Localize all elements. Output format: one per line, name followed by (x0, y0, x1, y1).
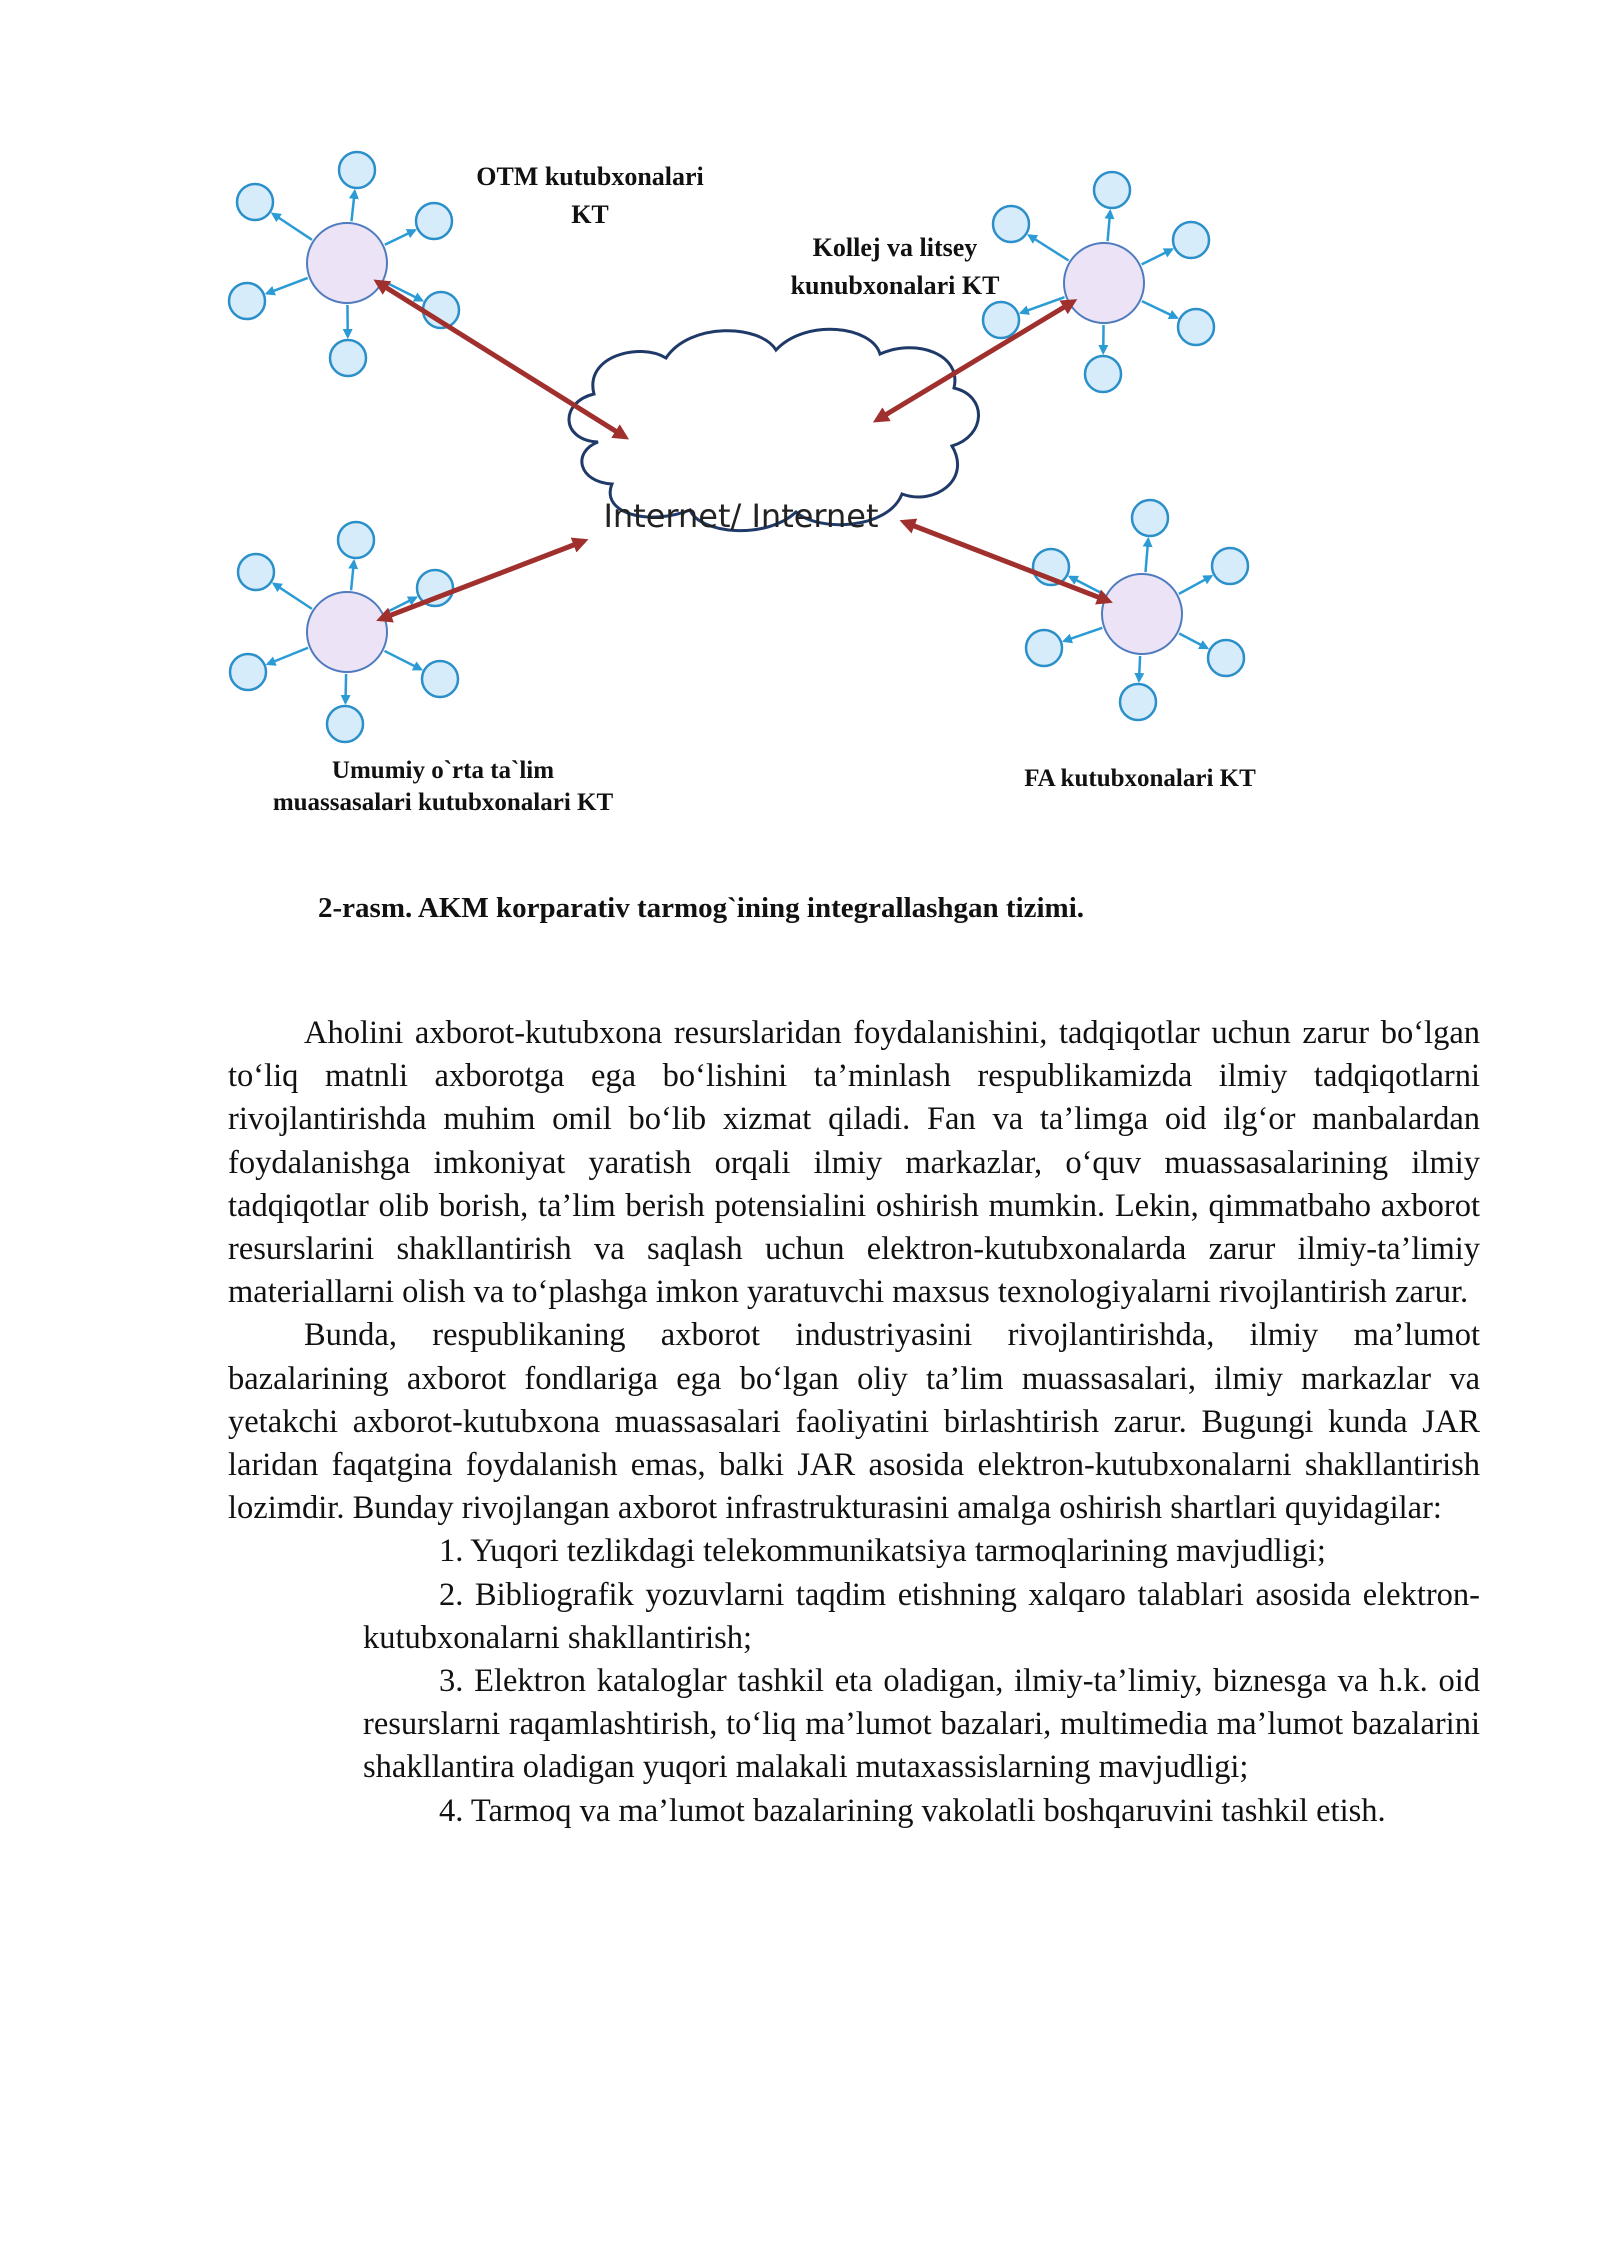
fa-spoke-4 (1064, 628, 1102, 641)
fa-internet-link (904, 522, 1108, 601)
kollej-spoke-1 (1108, 211, 1111, 241)
fa-hub-node (1102, 574, 1182, 654)
fa-satellite-node (1026, 630, 1062, 666)
otm-satellite-node (237, 184, 273, 220)
fa-spoke-1 (1145, 539, 1148, 572)
conditions-list (228, 1530, 1480, 1832)
umumiy-satellite-node (422, 661, 458, 697)
umumiy-cluster (230, 522, 458, 742)
internet-cloud (569, 329, 979, 535)
umumiy-spoke-4 (267, 648, 308, 664)
otm-hub-node (307, 223, 387, 303)
otm-satellite-node (229, 283, 265, 319)
umumiy-spoke-2 (274, 584, 312, 609)
otm-spoke-2 (273, 214, 312, 240)
otm-internet-link (378, 282, 625, 437)
fa-satellite-node (1132, 500, 1168, 536)
kollej-hub-node (1064, 243, 1144, 323)
kollej-label-line-2: kunubxonalari KT (790, 271, 1000, 300)
fa-label (990, 760, 1290, 798)
otm-spoke-4 (267, 278, 308, 294)
umumiy-label-line-1: Umumiy o`rta ta`lim (331, 757, 555, 784)
umumiy-hub-node (307, 592, 387, 672)
network-diagram (0, 0, 1600, 880)
otm-label-line-2: KT (571, 200, 609, 229)
kollej-satellite-node (1094, 172, 1130, 208)
kollej-label-line-1: Kollej va litsey (812, 233, 978, 262)
fa-satellite-node (1120, 684, 1156, 720)
paragraph-1: Aholini axborot-kutubxona resurslaridan foydalanishini, tadqiqotlar uchun zarur bo‘lgan to‘liq matnli axborotga ega bo‘lishini ta’minlash respublikamizda ilmiy tadqiqotlarni rivojlantirishda muhim omil bo‘lib xizmat qiladi. Fan va ta’limga oid ilg‘or manbalardan foydalanishga imkoniyat yaratish orqali ilmiy markazlar, o‘quv muassasalarining ilmiy tadqiqotlar olib borish, ta’lim berish potensialini oshirish mumkin. Lekin, qimmatbaho axborot resurslarini shakllantirish va saqlash uchun elektron-kutubxonalarda zarur ilmiy-ta’limiy materiallarni olish va to‘plashga imkon yaratuvchi maxsus texnologiyalarni rivojlantirish zarur. (228, 1015, 1480, 1311)
kollej-satellite-node (1085, 356, 1121, 392)
kollej-spoke-5 (1142, 301, 1177, 318)
fa-label-line-1: FA kutubxonalari KT (1024, 765, 1256, 792)
fa-spoke-5 (1179, 633, 1207, 648)
umumiy-label-line-2: muassasalari kutubxonalari KT (272, 789, 614, 816)
fa-satellite-node (1208, 640, 1244, 676)
kollej-spoke-3 (1142, 249, 1173, 264)
paragraph-2: Bunda, respublikaning axborot industriyasini rivojlantirishda, ilmiy ma’lumot bazalarining axborot fondlariga ega bo‘lgan oliy ta’lim muassasalari, ilmiy markazlar va yetakchi axborot-kutubxona muassasalari faoliyatini birlashtirish zarur. Bugungi kunda JAR laridan faqatgina foydalanish emas, balki JAR asosida elektron-kutubxonalarni shakllantirish lozimdir. Bunday rivojlangan axborot infrastrukturasini amalga oshirish shartlari quyidagilar: (228, 1317, 1480, 1527)
list-item-2: 2. Bibliografik yozuvlarni taqdim etishning xalqaro talablari asosida elektron-kutubxonalarni shakllantirish; (363, 1576, 1480, 1656)
kollej-satellite-node (1173, 222, 1209, 258)
umumiy-spoke-1 (351, 561, 354, 590)
umumiy-satellite-node (327, 706, 363, 742)
umumiy-satellite-node (230, 654, 266, 690)
network-diagram-svg (0, 0, 1600, 880)
otm-satellite-node (330, 340, 366, 376)
otm-spoke-1 (351, 191, 354, 221)
fa-spoke-3 (1179, 576, 1212, 594)
body-text (228, 1012, 1480, 1833)
list-item-3: 3. Elektron kataloglar tashkil eta oladigan, ilmiy-ta’limiy, biznesga va h.k. oid resurslarni raqamlashtirish, to‘liq ma’lumot bazalari, multimedia ma’lumot bazalarini shakllantira oladigan yuqori malakali mutaxassislarning mavjudligi; (363, 1663, 1480, 1786)
fa-spoke-6 (1139, 656, 1140, 681)
otm-label-line-1: OTM kutubxonalari (476, 162, 704, 191)
umumiy-spoke-6 (345, 674, 346, 703)
umumiy-satellite-node (238, 554, 274, 590)
umumiy-internet-link (381, 541, 584, 619)
fa-cluster (1026, 500, 1248, 720)
umumiy-label (228, 755, 658, 819)
otm-satellite-node (339, 152, 375, 188)
figure-caption: 2-rasm. AKM korparativ tarmog`ining integrallashgan tizimi. (318, 892, 1085, 924)
umumiy-satellite-node (338, 522, 374, 558)
otm-cluster (229, 152, 459, 376)
umumiy-spoke-5 (384, 651, 421, 670)
otm-spoke-3 (385, 230, 415, 245)
kollej-satellite-node (1178, 309, 1214, 345)
fa-satellite-node (1212, 548, 1248, 584)
internet-label: Internet/ Internet (603, 497, 879, 535)
otm-label (440, 158, 740, 234)
kollej-label (730, 229, 1060, 305)
list-item-1: 1. Yuqori tezlikdagi telekommunikatsiya tarmoqlarining mavjudligi; (439, 1533, 1326, 1570)
list-item-4: 4. Tarmoq va ma’lumot bazalarining vakolatli boshqaruvini tashkil etish. (439, 1792, 1386, 1829)
kollej-satellite-node (983, 302, 1019, 338)
